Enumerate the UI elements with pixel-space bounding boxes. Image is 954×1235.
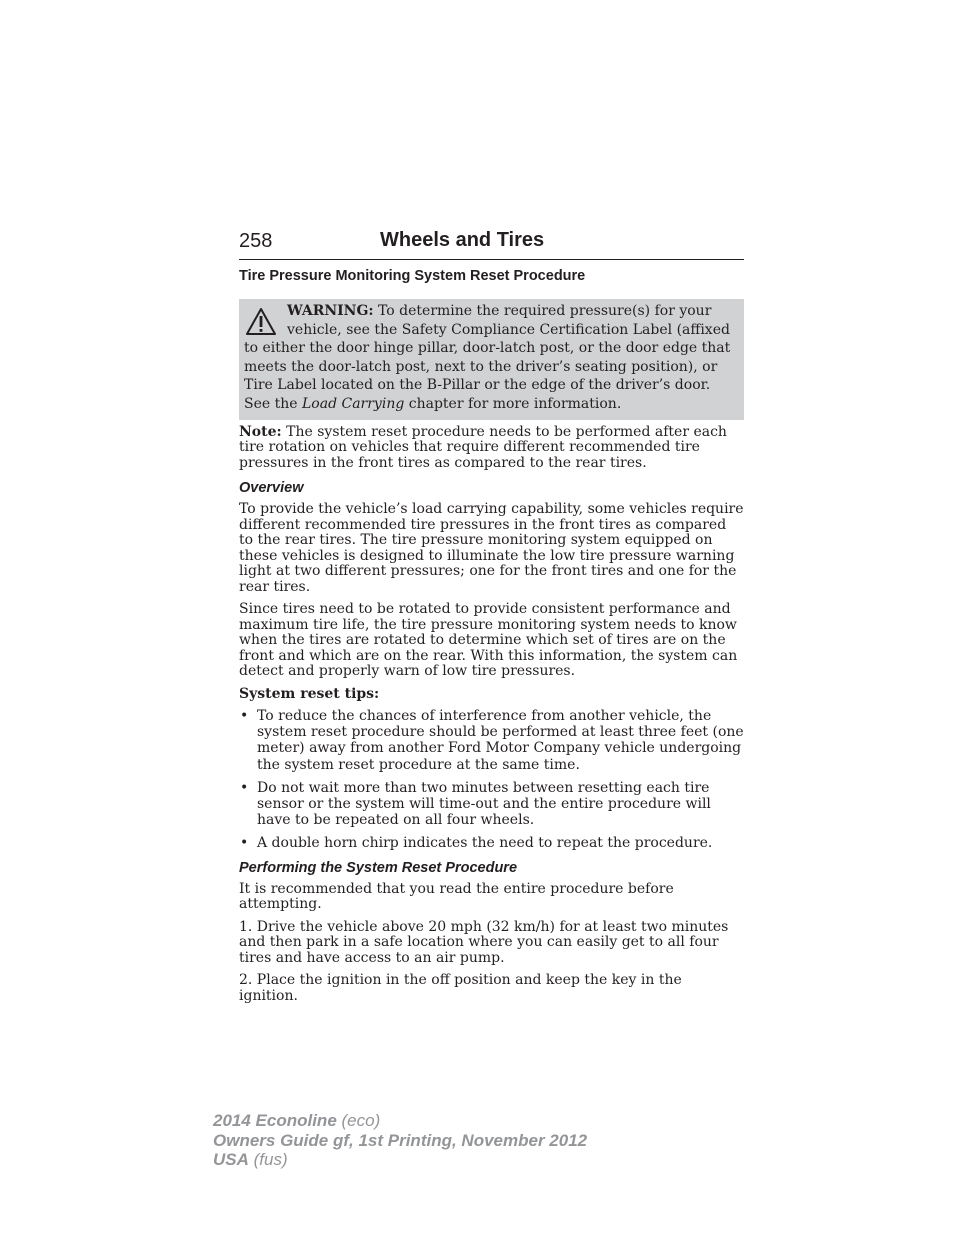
bullet-icon: •	[240, 708, 249, 725]
note-text: The system reset procedure needs to be performed after each tire rotation on vehicles that require different recommended tire pressures in the front tires as compared to the rear tires.	[239, 423, 727, 471]
overview-paragraph-1: To provide the vehicle’s load carrying capability, some vehicles require different recommended tire pressures in the front tires as compared to the rear tires. The tire pressure monitoring system equipped on these vehicles is designed to illuminate the low tire pressure warning light at two different pressures; one for the front tires and one for the rear tires.	[239, 501, 744, 595]
list-item	[239, 708, 744, 773]
note-paragraph	[239, 425, 744, 472]
bullet-icon: •	[240, 779, 249, 796]
footer-line-2: Owners Guide gf, 1st Printing, November 2012	[213, 1130, 588, 1150]
footer-line-3	[213, 1150, 587, 1170]
tips-label: System reset tips:	[239, 685, 380, 702]
warning-box	[239, 299, 744, 420]
warning-text	[244, 302, 736, 414]
footer-line-1	[213, 1111, 587, 1131]
tip-text: A double horn chirp indicates the need to repeat the procedure.	[257, 835, 713, 852]
list-item	[239, 780, 744, 829]
page-content	[239, 267, 744, 1011]
section-title: Tire Pressure Monitoring System Reset Procedure	[239, 268, 586, 284]
footer-market-code: (fus)	[248, 1150, 288, 1169]
note-label: Note:	[239, 423, 282, 440]
footer-market: USA	[213, 1150, 249, 1169]
procedure-step-2: 2. Place the ignition in the off position and keep the key in the ignition.	[239, 972, 682, 1004]
tip-text: To reduce the chances of interference from another vehicle, the system reset procedure should be performed at least three feet (one meter) away from another Ford Motor Company vehicle undergoing the system reset procedure at the same time.	[257, 708, 744, 773]
procedure-title: Performing the System Reset Procedure	[239, 859, 518, 876]
procedure-intro: It is recommended that you read the entire procedure before attempting.	[239, 880, 674, 913]
warning-body-end: chapter for more information.	[404, 395, 622, 412]
tips-list	[239, 708, 744, 852]
list-item	[239, 835, 744, 851]
tip-text: Do not wait more than two minutes between resetting each tire sensor or the system will time-out and the entire procedure will have to be repeated on all four wheels.	[257, 779, 711, 829]
page-number: 258	[239, 230, 273, 252]
warning-body: To determine the required pressure(s) for your vehicle, see the Safety Compliance Certification Label (affixed to either the door hinge pillar, door-latch post, or the door edge that meets the door-latch post, next to the driver’s seating position), or Tire Label located on the B-Pillar or the edge of the driver’s door. See the	[244, 303, 731, 412]
page-footer	[213, 1111, 587, 1170]
overview-title: Overview	[239, 480, 304, 497]
footer-model-code: (eco)	[336, 1111, 381, 1130]
chapter-title: Wheels and Tires	[380, 229, 545, 251]
warning-triangle-icon	[245, 307, 277, 337]
bullet-icon: •	[240, 835, 249, 852]
warning-label: WARNING:	[287, 303, 374, 319]
footer-model: 2014 Econoline	[213, 1111, 337, 1130]
page-header	[239, 228, 744, 260]
procedure-step-1: 1. Drive the vehicle above 20 mph (32 km/h) for at least two minutes and then park in a safe location where you can easily get to all four tires and have access to an air pump.	[239, 918, 729, 966]
warning-reference: Load Carrying	[302, 395, 405, 412]
overview-paragraph-2: Since tires need to be rotated to provide consistent performance and maximum tire life, the tire pressure monitoring system needs to know when the tires are rotated to determine which set of tires are on the front and which are on the rear. With this information, the system can detect and properly warn of low tire pressures.	[239, 601, 738, 680]
